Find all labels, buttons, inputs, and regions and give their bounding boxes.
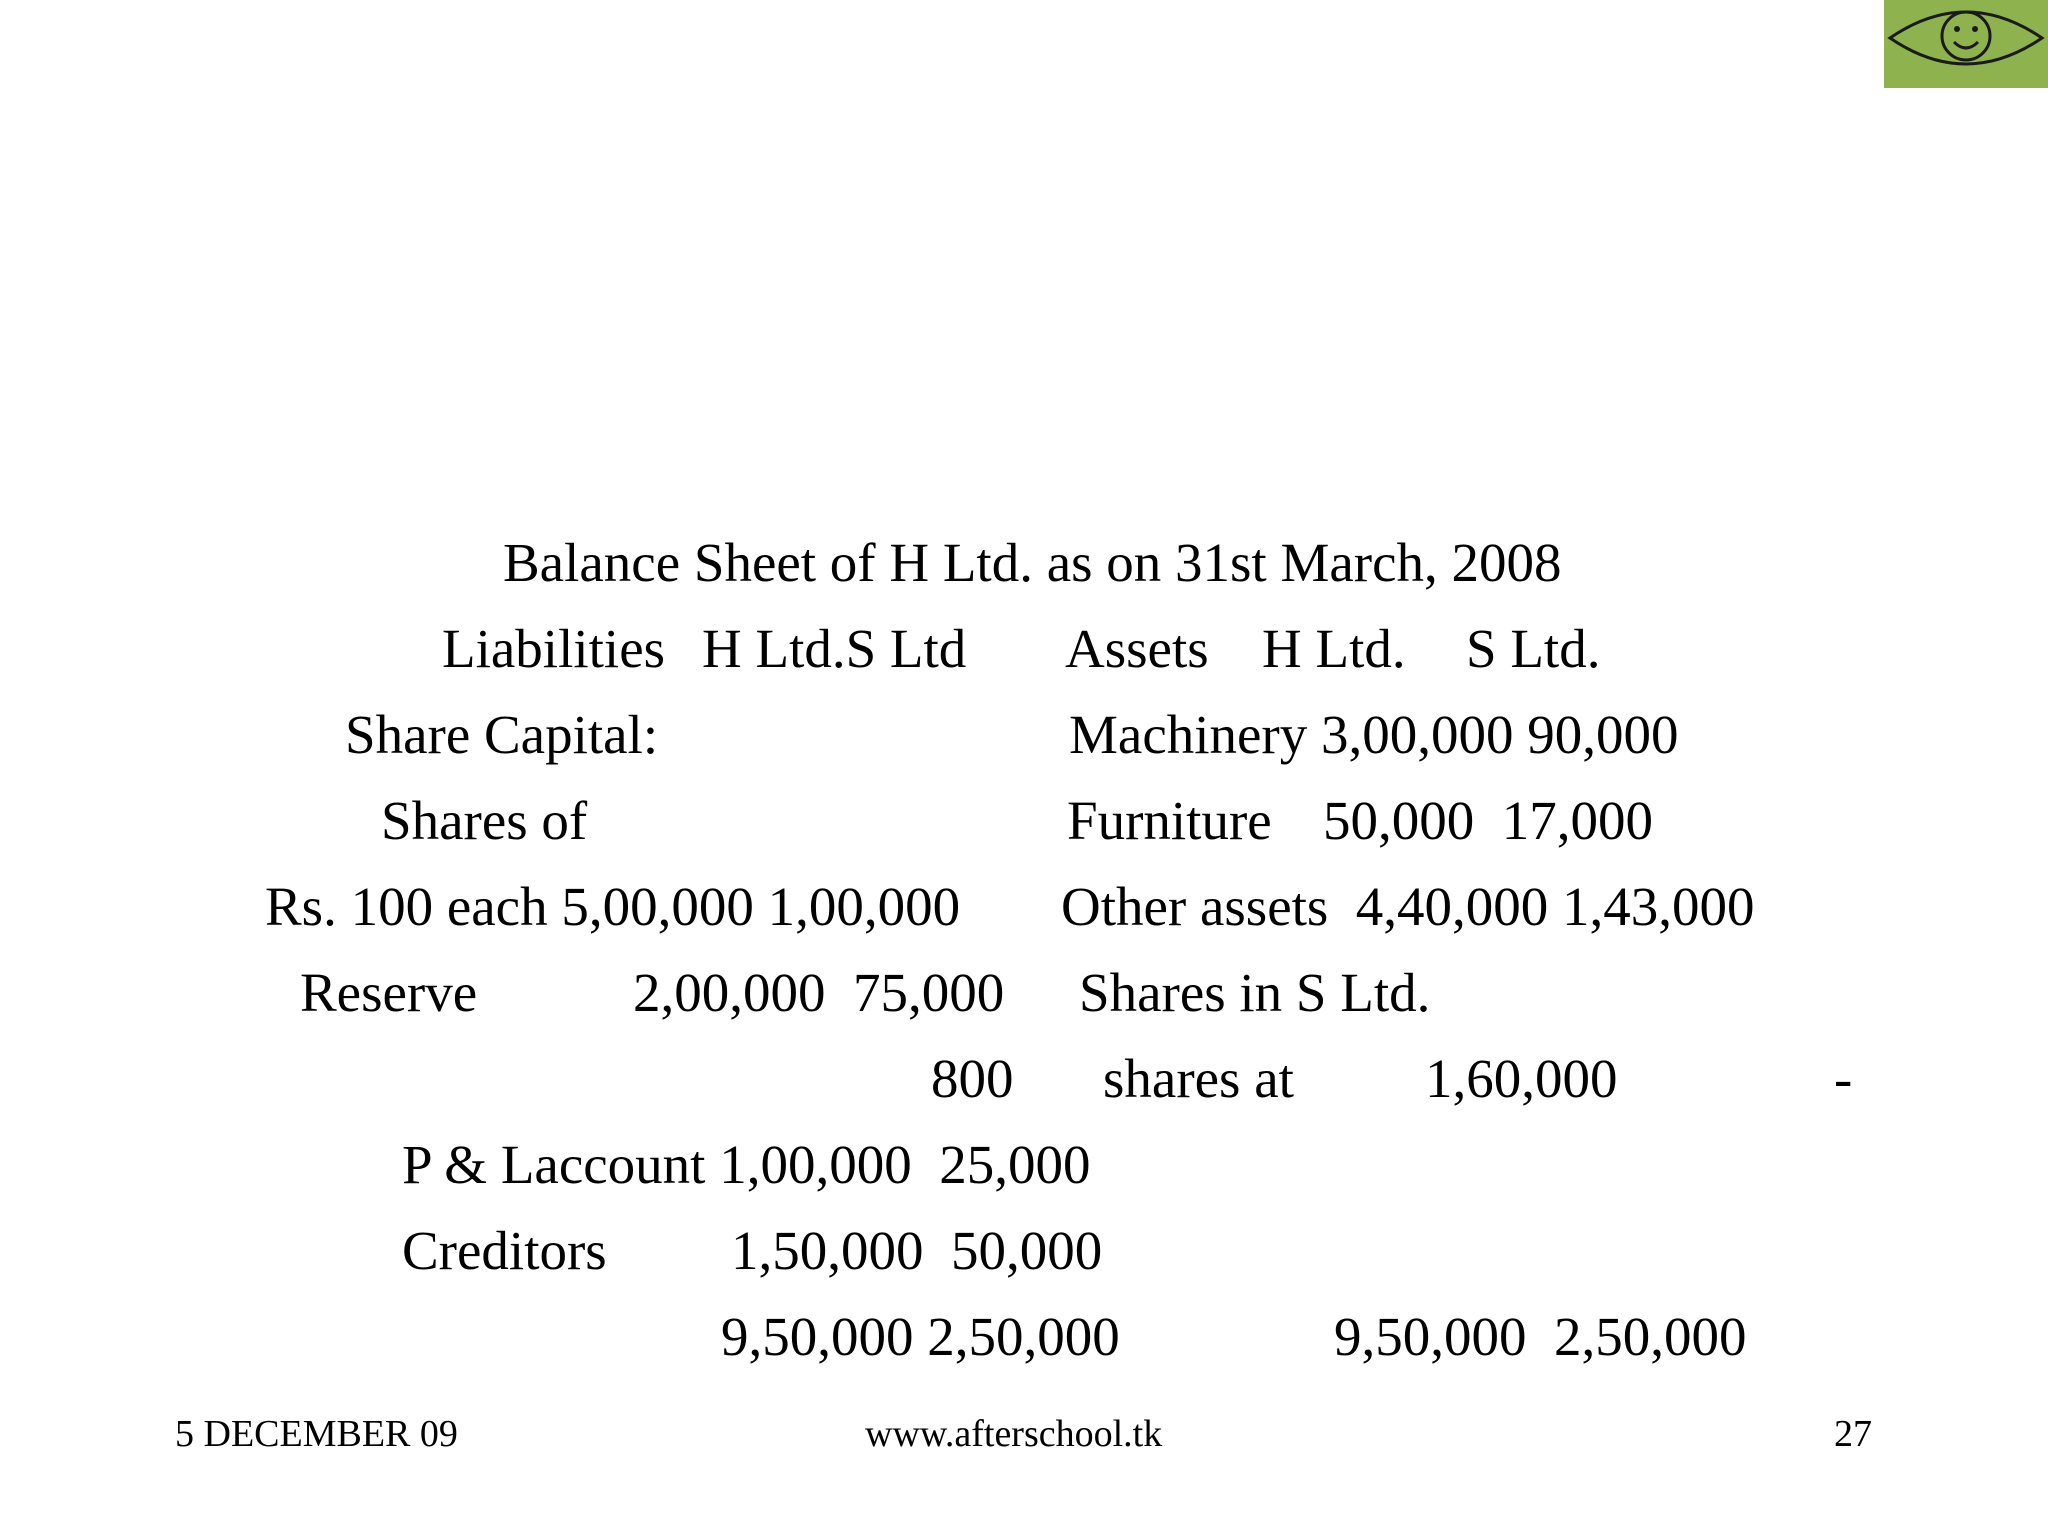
header-liabilities: Liabilities (442, 618, 666, 679)
row-shares-at-dash: - (1834, 1048, 1853, 1109)
row-total-right: 9,50,000 2,50,000 (1334, 1306, 1747, 1367)
row-reserve-label: Reserve (300, 962, 478, 1023)
header-assets: Assets (1065, 618, 1209, 679)
logo (1884, 0, 2048, 88)
row-shares-at: shares at (1103, 1048, 1294, 1109)
footer-date: 5 DECEMBER 09 (175, 1413, 458, 1455)
row-rs-100-each: Rs. 100 each 5,00,000 1,00,000 (265, 876, 961, 937)
row-share-capital: Share Capital: (345, 704, 659, 765)
row-pl-account: P & Laccount 1,00,000 25,000 (402, 1134, 1091, 1195)
row-creditors-values: 1,50,000 50,000 (731, 1220, 1103, 1281)
row-furniture-values: 50,000 17,000 (1323, 790, 1653, 851)
row-creditors-label: Creditors (402, 1220, 607, 1281)
row-other-assets: Other assets 4,40,000 1,43,000 (1061, 876, 1755, 937)
row-furniture-label: Furniture (1067, 790, 1272, 851)
footer-website: www.afterschool.tk (865, 1413, 1163, 1455)
row-machinery: Machinery 3,00,000 90,000 (1069, 704, 1679, 765)
row-shares-of: Shares of (381, 790, 588, 851)
row-total-left: 9,50,000 2,50,000 (721, 1306, 1120, 1367)
row-eight-hundred: 800 (931, 1048, 1014, 1109)
header-h-ltd-right: H Ltd. (1262, 618, 1406, 679)
row-reserve-values: 2,00,000 75,000 (633, 962, 1005, 1023)
smiley-eye-logo-icon (1884, 0, 2048, 88)
header-h-ltd-s-ltd-left: H Ltd.S Ltd (702, 618, 967, 679)
row-shares-at-value: 1,60,000 (1425, 1048, 1618, 1109)
balance-sheet-title: Balance Sheet of H Ltd. as on 31st March, 2008 (503, 532, 1562, 593)
footer-page-number: 27 (1834, 1413, 1872, 1455)
row-shares-in-s-ltd: Shares in S Ltd. (1079, 962, 1431, 1023)
header-s-ltd-right: S Ltd. (1466, 618, 1601, 679)
